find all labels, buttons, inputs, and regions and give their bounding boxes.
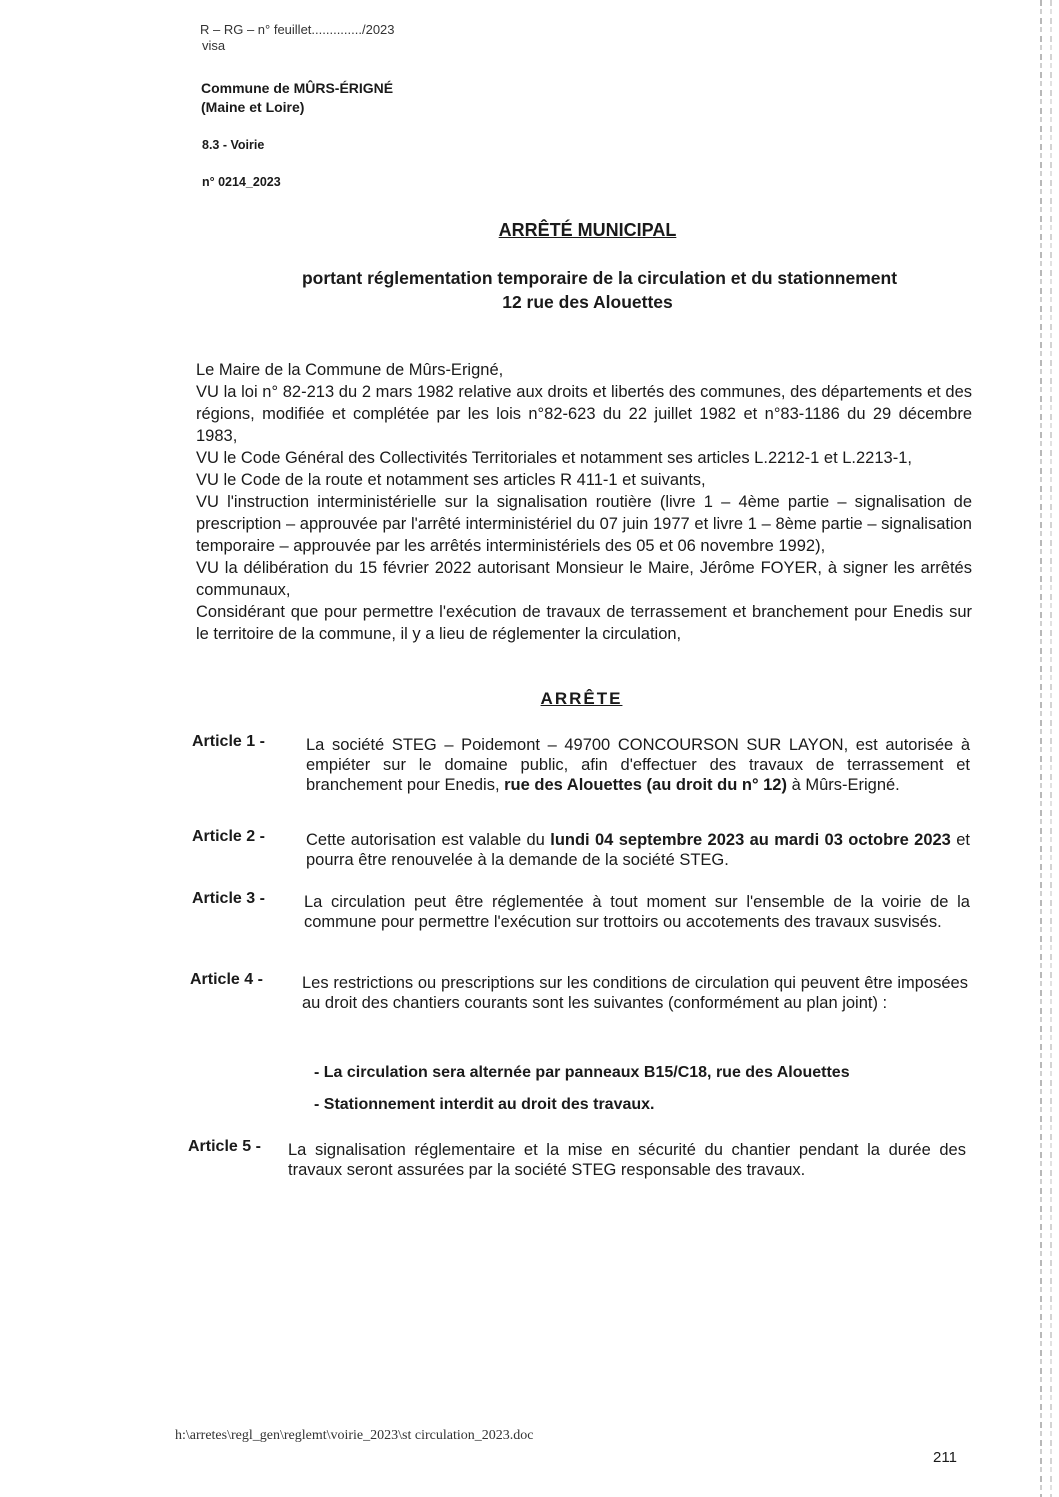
article-2-text-a: Cette autorisation est valable du [306,831,551,849]
preamble-vu-loi: VU la loi n° 82-213 du 2 mars 1982 relative aux droits et libertés des communes, des départements et des régions, modifiée et complétée par les lois n°82-623 du 22 juillet 1982 et n°83-1186 du 29 décembre 1983, [196,383,972,445]
visa-label: visa [202,38,226,53]
decree-number: n° 0214_2023 [202,175,281,189]
preamble-vu-instruction: VU l'instruction interministérielle sur la signalisation routière (livre 1 – 4ème partie – signalisation de prescription – approuvée par l'arrêté interministériel du 07 juin 1977 et livre 1 – 8ème partie – signalisation temporaire – approuvée par les arrêtés interministériels des 05 et 06 novembre 1992), [196,493,972,555]
preamble-vu-deliberation: VU la délibération du 15 février 2022 autorisant Monsieur le Maire, Jérôme FOYER, à signer les arrêtés communaux, [196,559,972,599]
article-4-text: Les restrictions ou prescriptions sur les conditions de circulation qui peuvent être imposées au droit des chantiers courants sont les suivantes (conformément au plan joint) : [302,974,968,1012]
article-4-bullet-stationnement: - Stationnement interdit au droit des travaux. [314,1096,655,1113]
page-number: 211 [933,1449,957,1466]
preamble-vu-code-route: VU le Code de la route et notamment ses articles R 411-1 et suivants, [196,471,706,489]
article-2-dates: lundi 04 septembre 2023 au mardi 03 octobre 2023 [550,831,951,849]
preamble-vu-cgct: VU le Code Général des Collectivités Territoriales et notamment ses articles L.2212-1 et L.2213-1, [196,449,912,467]
article-4-label: Article 4 - [190,971,263,988]
article-2-label: Article 2 - [192,828,265,845]
article-4-bullet-alternance: - La circulation sera alternée par panneaux B15/C18, rue des Alouettes [314,1064,850,1081]
preamble-maire: Le Maire de la Commune de Mûrs-Erigné, [196,361,504,379]
article-1-text [306,735,970,795]
page-title: ARRÊTÉ MUNICIPAL [498,220,677,240]
article-1-text-b: à Mûrs-Erigné. [786,776,900,794]
preamble-considerant: Considérant que pour permettre l'exécution de travaux de terrassement et branchement pour Enedis sur le territoire de la commune, il y a lieu de réglementer la circulation, [196,603,972,643]
article-2-text [306,830,970,870]
arrete-heading: ARRÊTE [540,689,623,708]
article-3-label: Article 3 - [192,890,265,907]
department-name: (Maine et Loire) [201,99,305,115]
article-1-text-a: La société STEG – Poidemont – 49700 CONCOURSON SUR LAYON, est autorisée à empiéter sur le domaine public, afin d'effectuer des travaux de terrassement et branchement pour Enedis, [306,736,970,794]
reference-line: R – RG – n° feuillet............../2023 [200,22,395,37]
subtitle-line-1: portant réglementation temporaire de la circulation et du stationnement [301,268,898,288]
article-5-text: La signalisation réglementaire et la mise en sécurité du chantier pendant la durée des travaux seront assurées par la société STEG responsable des travaux. [288,1141,966,1179]
category-label: 8.3 - Voirie [202,138,265,152]
article-5-label: Article 5 - [188,1138,261,1155]
article-1-label: Article 1 - [192,733,265,750]
article-3-text: La circulation peut être réglementée à tout moment sur l'ensemble de la voirie de la commune pour permettre l'exécution sur trottoirs ou accotements des travaux susvisés. [304,893,970,931]
article-1-location: rue des Alouettes (au droit du n° 12) [504,776,787,794]
file-path: h:\arretes\regl_gen\reglemt\voirie_2023\st circulation_2023.doc [175,1428,534,1443]
subtitle-line-2: 12 rue des Alouettes [502,292,673,312]
article-2-text-b: et pourra être renouvelée à la demande de la société STEG. [306,831,970,869]
commune-name: Commune de MÛRS-ÉRIGNÉ [201,80,394,96]
preamble [196,359,972,645]
